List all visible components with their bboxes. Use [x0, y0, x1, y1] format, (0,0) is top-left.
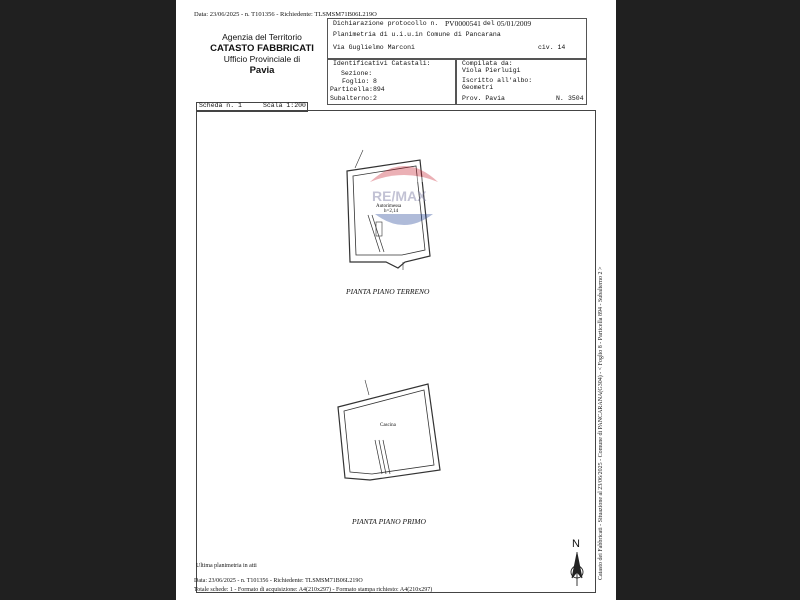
ground-floor-caption: PIANTA PIANO TERRENO: [346, 287, 430, 296]
particella-value: 894: [373, 86, 385, 93]
agency-line-1: Agenzia del Territorio: [222, 32, 302, 42]
register-label: Iscritto all'albo:: [462, 77, 533, 84]
sezione-label: Sezione:: [341, 70, 373, 77]
address: Via Guglielmo Marconi: [333, 44, 415, 51]
north-arrow-icon: [571, 552, 583, 586]
side-cadastral-note: Catasto dei Fabbricati - Situazione al 23/06/2025 - Comune di PANCARANA(G304) - < Foglio 8 - Particella 894 - Subalterno 2 >: [598, 266, 604, 580]
first-floor-plan: [338, 380, 440, 480]
watermark-text: RE/MAX: [372, 188, 427, 204]
header-request-line: Data: 23/06/2025 - n. T101356 - Richiedente: TLSMSM71B06L219O: [194, 11, 377, 18]
declaration-date: 05/01/2009: [497, 19, 532, 28]
particella-label: Particella:: [330, 86, 373, 93]
ground-room-label: Autorimessa: [376, 204, 402, 209]
province: Prov. Pavia: [462, 95, 505, 102]
subalterno-label: Subalterno:: [330, 95, 373, 102]
foglio-value: 8: [373, 78, 377, 85]
scheda-number: Scheda n. 1: [199, 102, 242, 109]
declaration-date-label: del: [483, 20, 495, 27]
footer-request-line: Data: 23/06/2025 - n. T101356 - Richiedente: TLSMSM71B06L219O: [194, 578, 363, 584]
register-n-label: N.: [556, 95, 564, 102]
declaration-label: Dichiarazione protocollo n.: [333, 20, 439, 27]
first-room-label: Cascina: [380, 423, 396, 428]
ground-room-height: h=2,14: [384, 209, 399, 214]
agency-line-4: Pavia: [249, 65, 275, 76]
declaration-number: PV0000541: [445, 19, 481, 28]
north-label: N: [572, 538, 580, 550]
register-n-value: 3504: [568, 95, 584, 102]
foglio-label: Foglio:: [342, 78, 370, 85]
first-floor-caption: PIANTA PIANO PRIMO: [352, 517, 426, 526]
agency-line-3: Ufficio Provinciale di: [223, 54, 301, 64]
scale: Scala 1:200: [263, 102, 306, 109]
compiled-name: Viola Pierluigi: [462, 67, 521, 74]
last-plan-note: Ultima planimetria in atti: [196, 563, 257, 569]
compiled-label: Compilata da:: [462, 60, 513, 67]
footer-format-line: Totale schede: 1 - Formato di acquisizione: A4(210x297) - Formato stampa richiesto: A4(210x297): [194, 587, 433, 593]
register-value: Geometri: [462, 84, 494, 91]
plan-title: Planimetria di u.i.u.in Comune di Pancarana: [333, 31, 501, 38]
subalterno-value: 2: [373, 95, 377, 102]
civic-number: civ. 14: [538, 44, 566, 51]
cadastral-title: Identificativi Catastali:: [333, 60, 431, 67]
agency-line-2: CATASTO FABBRICATI: [210, 43, 314, 54]
